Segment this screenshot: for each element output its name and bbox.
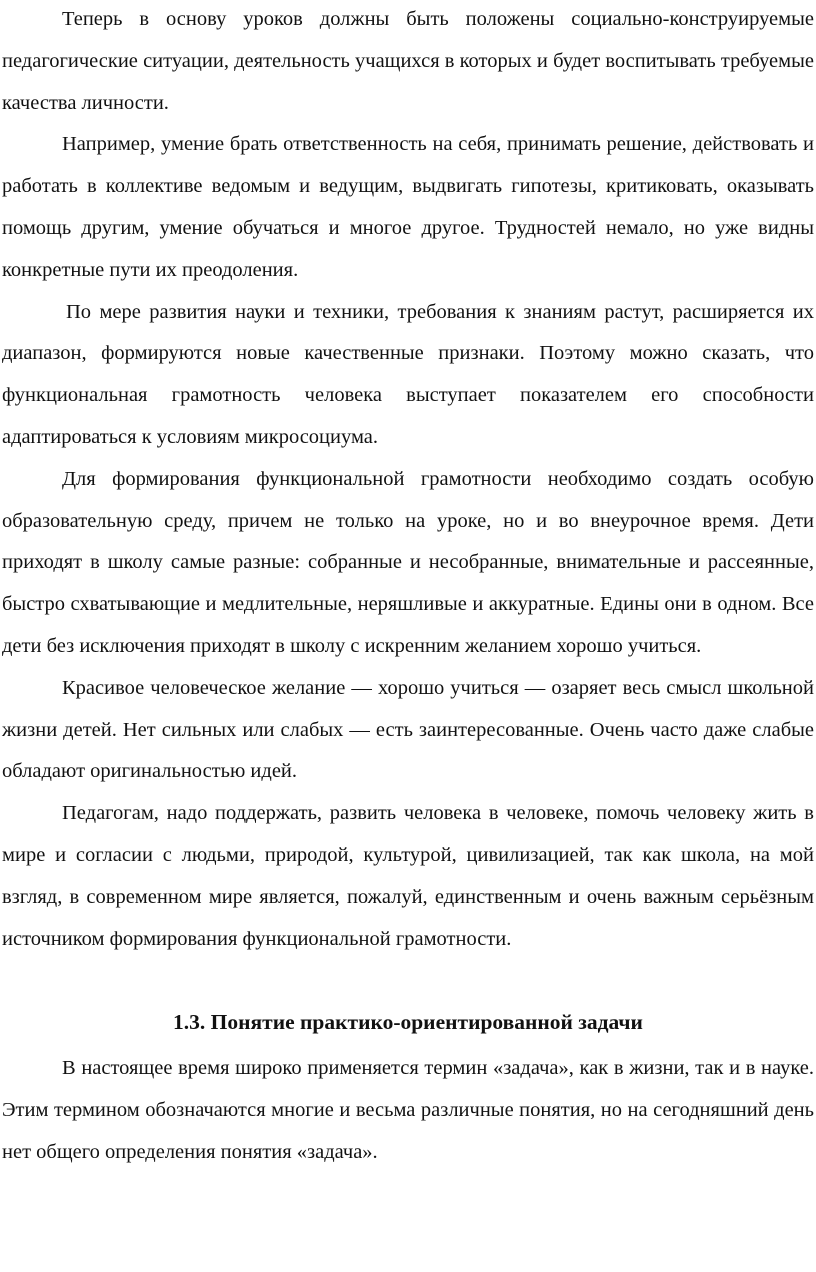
paragraph: В настоящее время широко применяется термин «задача», как в жизни, так и в науке. Этим термином обозначаются многие и весьма различные понятия, но на сегодняшний день нет общего определения понятия «задача». bbox=[2, 1057, 814, 1163]
paragraph: Педагогам, надо поддержать, развить человека в человеке, помочь человеку жить в мире и согласии с людьми, природой, культурой, цивилизацией, так как школа, на мой взгляд, в современном мире является, пожалуй, единственным и очень важным серьёзным источником формирования функциональной грамотности. bbox=[2, 802, 814, 950]
paragraph: По мере развития науки и техники, требования к знаниям растут, расширяется их диапазон, формируются новые качественные признаки. Поэтому можно сказать, что функциональная грамотность человека выступает показателем его способности адаптироваться к условиям микросоциума. bbox=[2, 300, 814, 448]
paragraph: Для формирования функциональной грамотности необходимо создать особую образовательную среду, причем не только на уроке, но и во внеурочное время. Дети приходят в школу самые разные: собранные и несобранные, внимательные и рассеянные, быстро схватывающие и медлительные, неряшливые и аккуратные. Едины они в одном. Все дети без исключения приходят в школу с искренним желанием хорошо учиться. bbox=[2, 467, 814, 657]
paragraph: Теперь в основу уроков должны быть положены социально-конструируемые педагогические ситуации, деятельность учащихся в которых и будет воспитывать требуемые качества личности. bbox=[2, 8, 814, 114]
paragraph: Например, умение брать ответственность на себя, принимать решение, действовать и работать в коллективе ведомым и ведущим, выдвигать гипотезы, критиковать, оказывать помощь другим, умение обучаться и многое другое. Трудностей немало, но уже видны конкретные пути их преодоления. bbox=[2, 133, 814, 281]
paragraph: Красивое человеческое желание — хорошо учиться — озаряет весь смысл школьной жизни детей. Нет сильных или слабых — есть заинтересованные. Очень часто даже слабые обладают оригинальностью идей. bbox=[2, 676, 814, 783]
section-heading: 1.3. Понятие практико-ориентированной задачи bbox=[173, 1010, 643, 1035]
